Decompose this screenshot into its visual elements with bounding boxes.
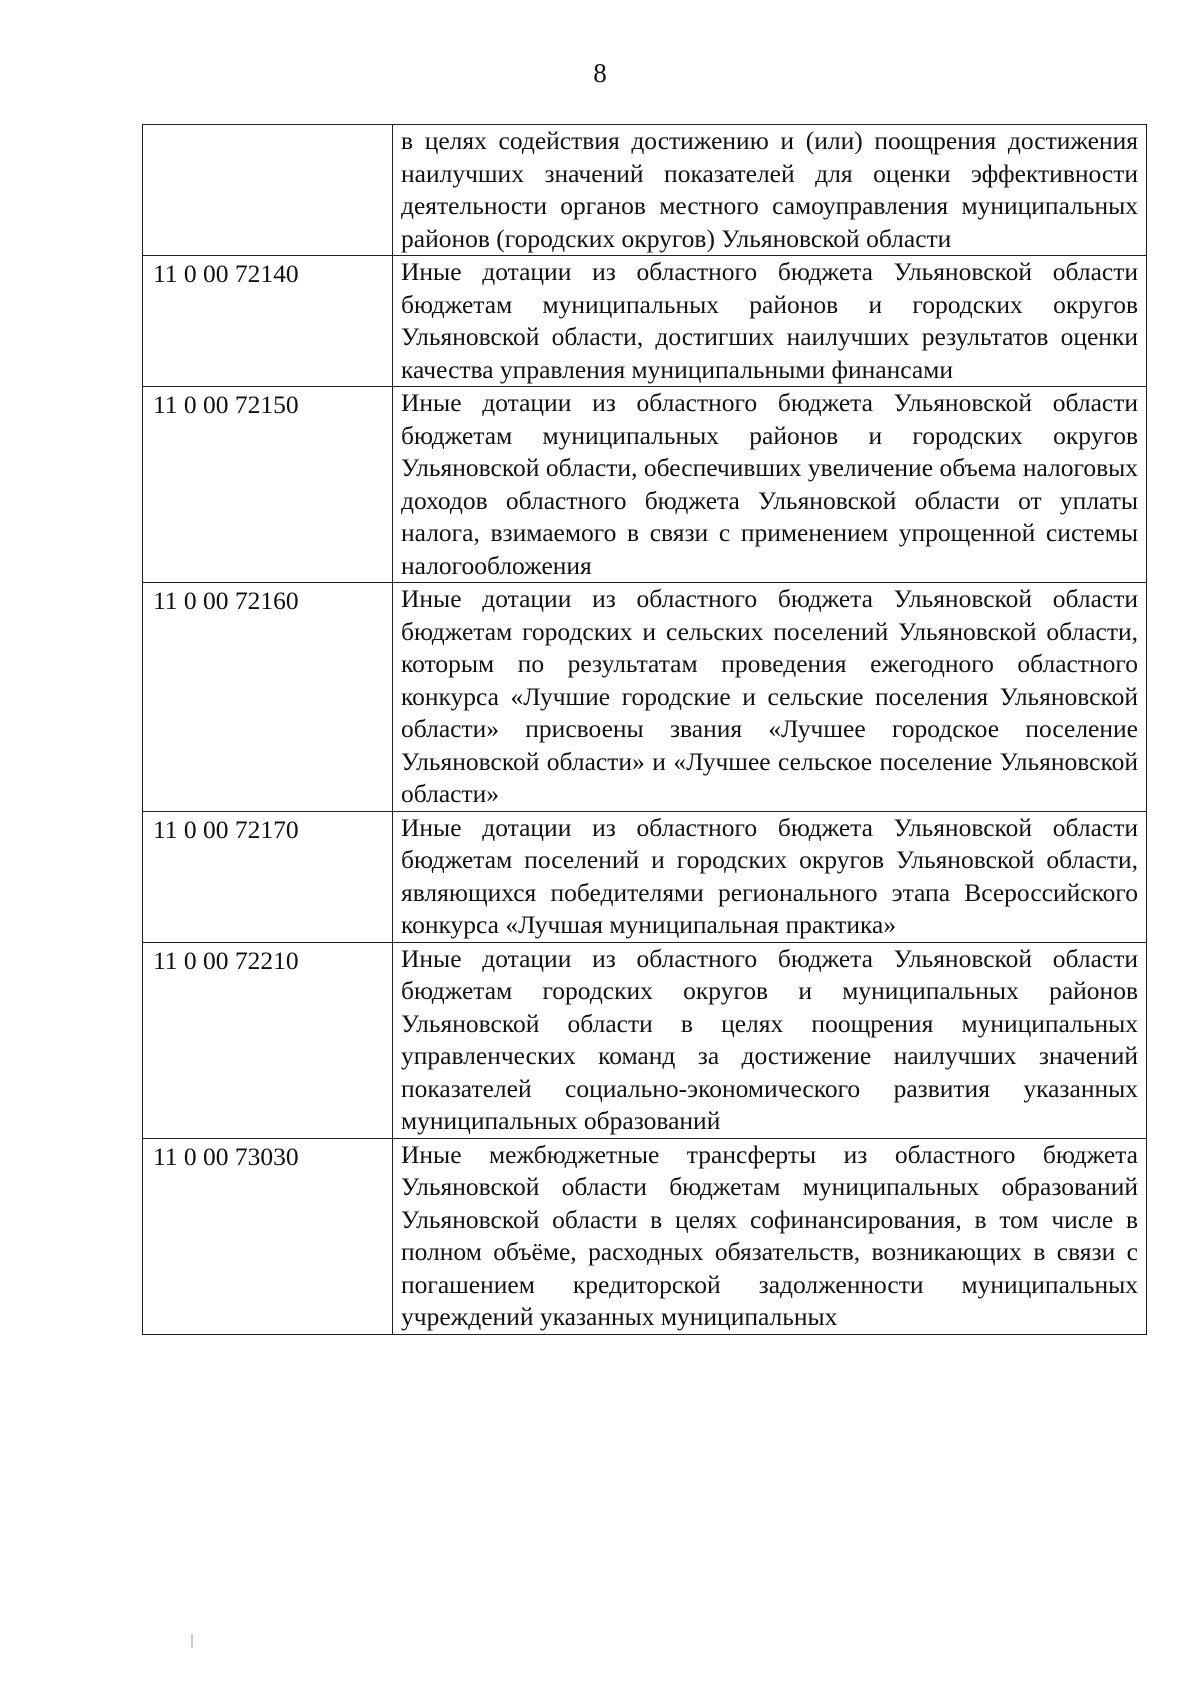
description-cell: Иные дотации из областного бюджета Ульяновской области бюджетам поселений и городских округов Ульяновской области, являющихся победителями регионального этапа Всероссийского конкурса «Лучшая муниципальная практика» (393, 811, 1147, 942)
table-row (143, 256, 1147, 387)
table-row (143, 125, 1147, 256)
code-cell: 11 0 00 72140 (143, 256, 393, 387)
table-row (143, 811, 1147, 942)
description-cell: Иные дотации из областного бюджета Ульяновской области бюджетам муниципальных районов и городских округов Ульяновской области, достигших наилучших результатов оценки качества управления муниципальными финансами (393, 256, 1147, 387)
page-number: 8 (593, 58, 607, 88)
description-cell: Иные дотации из областного бюджета Ульяновской области бюджетам муниципальных районов и городских округов Ульяновской области, обеспечивших увеличение объема налоговых доходов областного бюджета Ульяновской области от уплаты налога, взимаемого в связи с применением упрощенной системы налогообложения (393, 387, 1147, 583)
table-row (143, 942, 1147, 1138)
code-cell (143, 125, 393, 256)
description-cell: Иные дотации из областного бюджета Ульяновской области бюджетам городских и сельских поселений Ульяновской области, которым по результатам проведения ежегодного областного конкурса «Лучшие городские и сельские поселения Ульяновской области» присвоены звания «Лучшее городское поселение Ульяновской области» и «Лучшее сельское поселение Ульяновской области» (393, 583, 1147, 812)
code-cell: 11 0 00 73030 (143, 1138, 393, 1334)
code-cell: 11 0 00 72170 (143, 811, 393, 942)
code-cell: 11 0 00 72160 (143, 583, 393, 812)
scan-speck (191, 1634, 193, 1648)
table-row (143, 387, 1147, 583)
description-cell: Иные межбюджетные трансферты из областного бюджета Ульяновской области бюджетам муниципальных образований Ульяновской области в целях софинансирования, в том числе в полном объёме, расходных обязательств, возникающих в связи с погашением кредиторской задолженности муниципальных учреждений указанных муниципальных (393, 1138, 1147, 1334)
code-cell: 11 0 00 72210 (143, 942, 393, 1138)
budget-classification-table (142, 124, 1147, 1335)
table-row (143, 1138, 1147, 1334)
table-row (143, 583, 1147, 812)
description-cell: в целях содействия достижению и (или) поощрения достижения наилучших значений показателей для оценки эффективности деятельности органов местного самоуправления муниципальных районов (городских округов) Ульяновской области (393, 125, 1147, 256)
description-cell: Иные дотации из областного бюджета Ульяновской области бюджетам городских округов и муниципальных районов Ульяновской области в целях поощрения муниципальных управленческих команд за достижение наилучших значений показателей социально-экономического развития указанных муниципальных образований (393, 942, 1147, 1138)
code-cell: 11 0 00 72150 (143, 387, 393, 583)
